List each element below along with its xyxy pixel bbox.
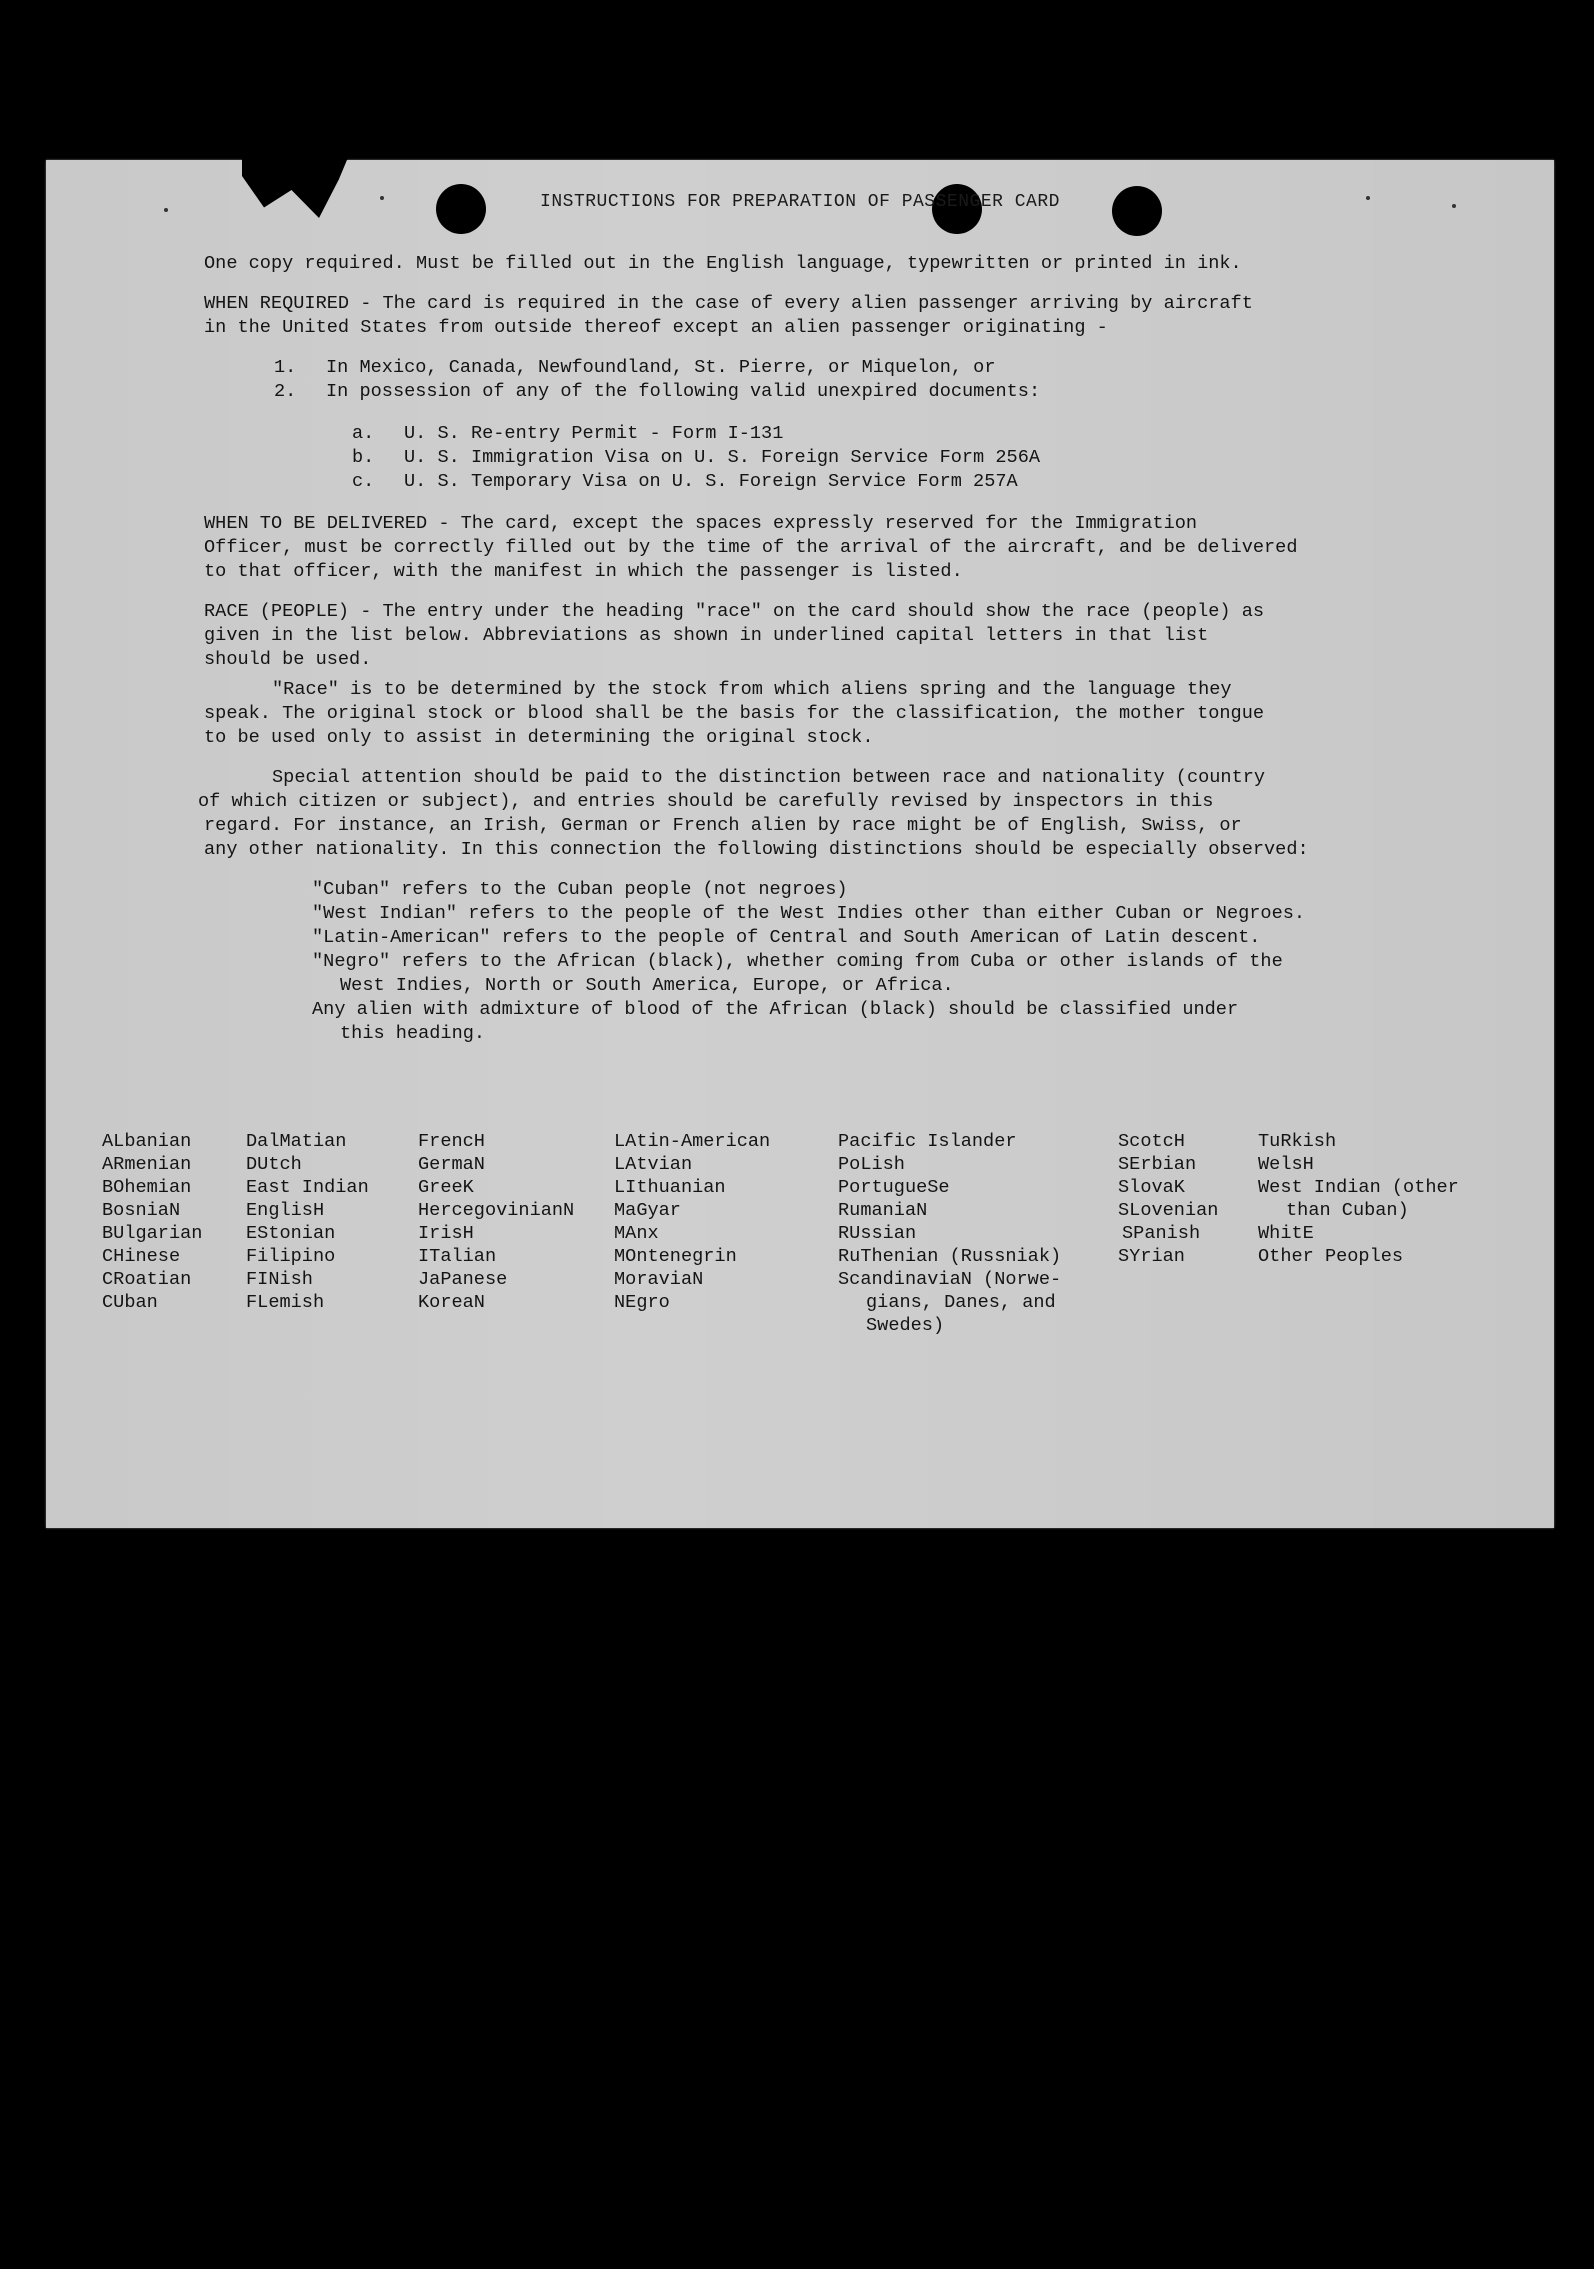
document-item [204,446,1514,470]
race-line: given in the list below. Abbreviations as shown in underlined capital letters in that list [204,625,1209,646]
race-item: Swedes) [866,1315,945,1336]
item-letter: b. [352,447,375,468]
race-column-7 [1258,1130,1459,1268]
instructions-body [198,252,1514,1046]
race-item: SPanish [1122,1223,1201,1244]
race-item: WhitE [1258,1223,1314,1244]
race-item: MAnx [614,1223,659,1244]
race-item: gians, Danes, and [866,1292,1056,1313]
race-item: PortugueSe [838,1177,950,1198]
race-item: LIthuanian [614,1177,726,1198]
item-letter: c. [352,471,375,492]
race-line: RACE (PEOPLE) - The entry under the heading "race" on the card should show the race (people) as [204,601,1265,622]
race-item: BUlgarian [102,1223,203,1244]
race-item: Other Peoples [1258,1246,1404,1267]
race-item: SYrian [1118,1246,1185,1267]
race-item: JaPanese [418,1269,508,1290]
race-item: BosniaN [102,1200,181,1221]
race-line: "Race" is to be determined by the stock from which aliens spring and the language they [272,679,1232,700]
race-item: DalMatian [246,1131,347,1152]
race-item: DUtch [246,1154,302,1175]
race-item: FLemish [246,1292,325,1313]
race-item: ScandinaviaN (Norwe- [838,1269,1062,1290]
race-line: Special attention should be paid to the distinction between race and nationality (country [272,767,1266,788]
distinction-line: Any alien with admixture of blood of the African (black) should be classified under [312,999,1239,1020]
race-column-5 [838,1130,1061,1337]
race-column-1 [102,1130,202,1314]
race-item: BOhemian [102,1177,192,1198]
race-item: SLovenian [1118,1200,1219,1221]
race-item: RUssian [838,1223,917,1244]
when-required-line: WHEN REQUIRED - The card is required in the case of every alien passenger arriving by aircraft [204,293,1253,314]
requirement-item [204,380,1514,404]
item-text: U. S. Temporary Visa on U. S. Foreign Service Form 257A [404,471,1018,492]
requirement-item [204,356,1514,380]
race-line: to be used only to assist in determining the original stock. [204,727,874,748]
race-item: LAtvian [614,1154,693,1175]
race-item: FINish [246,1269,313,1290]
race-item: LAtin-American [614,1131,771,1152]
race-item: MOntenegrin [614,1246,737,1267]
race-column-6 [1118,1130,1218,1268]
race-item: CHinese [102,1246,181,1267]
document-page [46,160,1554,1528]
race-item: ScotcH [1118,1131,1185,1152]
document-item [204,470,1514,494]
race-item: EnglisH [246,1200,325,1221]
race-item: West Indian (other [1258,1177,1459,1198]
when-delivered-line: WHEN TO BE DELIVERED - The card, except the spaces expressly reserved for the Immigration [204,513,1198,534]
distinction-line: "West Indian" refers to the people of the West Indies other than either Cuban or Negroes. [312,903,1306,924]
race-item: ITalian [418,1246,497,1267]
distinction-line: this heading. [340,1023,486,1044]
race-column-3 [418,1130,574,1314]
race-item: WelsH [1258,1154,1314,1175]
race-item: TuRkish [1258,1131,1337,1152]
race-item: than Cuban) [1286,1200,1409,1221]
item-number: 2. [274,381,297,402]
race-line: should be used. [204,649,372,670]
race-line: regard. For instance, an Irish, German or French alien by race might be of English, Swiss, or [204,815,1242,836]
race-item: ARmenian [102,1154,192,1175]
race-line: of which citizen or subject), and entries should be carefully revised by inspectors in this [198,791,1214,812]
intro-text: One copy required. Must be filled out in the English language, typewritten or printed in ink. [204,253,1242,274]
item-text: In Mexico, Canada, Newfoundland, St. Pierre, or Miquelon, or [326,357,996,378]
race-item: IrisH [418,1223,474,1244]
race-item: East Indian [246,1177,369,1198]
race-item: KoreaN [418,1292,485,1313]
race-item: MaGyar [614,1200,681,1221]
race-item: GermaN [418,1154,485,1175]
document-item [204,422,1514,446]
race-item: EStonian [246,1223,336,1244]
race-item: Pacific Islander [838,1131,1017,1152]
race-item: NEgro [614,1292,670,1313]
item-text: In possession of any of the following valid unexpired documents: [326,381,1041,402]
race-item: FrencH [418,1131,485,1152]
distinction-line: "Latin-American" refers to the people of Central and South American of Latin descent. [312,927,1261,948]
distinction-line: "Cuban" refers to the Cuban people (not negroes) [312,879,848,900]
race-item: RumaniaN [838,1200,928,1221]
race-line: speak. The original stock or blood shall be the basis for the classification, the mother tongue [204,703,1265,724]
race-item: PoLish [838,1154,905,1175]
item-text: U. S. Re-entry Permit - Form I-131 [404,423,784,444]
when-required-line: in the United States from outside thereof except an alien passenger originating - [204,317,1108,338]
page-title: INSTRUCTIONS FOR PREPARATION OF PASSENGER CARD [540,192,1060,212]
race-item: ALbanian [102,1131,192,1152]
race-column-4 [614,1130,770,1314]
when-delivered-line: Officer, must be correctly filled out by the time of the arrival of the aircraft, and be delivered [204,537,1298,558]
race-item: SErbian [1118,1154,1197,1175]
race-item: Filipino [246,1246,336,1267]
race-item: HercegovinianN [418,1200,575,1221]
when-delivered-line: to that officer, with the manifest in which the passenger is listed. [204,561,963,582]
race-item: MoraviaN [614,1269,704,1290]
item-letter: a. [352,423,375,444]
distinction-line: West Indies, North or South America, Europe, or Africa. [340,975,954,996]
item-number: 1. [274,357,297,378]
race-item: GreeK [418,1177,474,1198]
race-item: RuThenian (Russniak) [838,1246,1062,1267]
race-item: CRoatian [102,1269,192,1290]
race-item: CUban [102,1292,158,1313]
distinction-line: "Negro" refers to the African (black), whether coming from Cuba or other islands of the [312,951,1283,972]
race-column-2 [246,1130,369,1314]
race-line: any other nationality. In this connection the following distinctions should be especially observed: [204,839,1309,860]
item-text: U. S. Immigration Visa on U. S. Foreign Service Form 256A [404,447,1041,468]
race-item: SlovaK [1118,1177,1185,1198]
